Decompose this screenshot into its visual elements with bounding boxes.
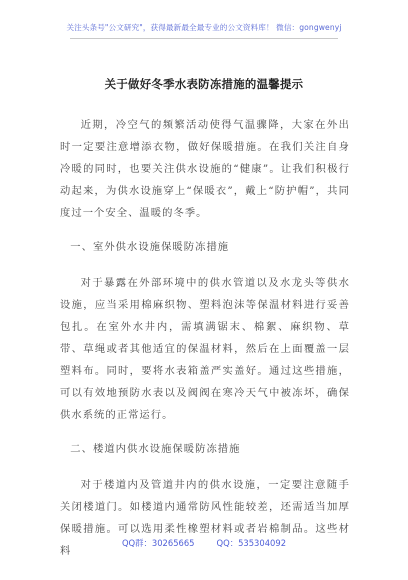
outdoor-paragraph: 对于暴露在外部环境中的供水管道以及水龙头等供水设施，应当采用棉麻织物、塑料泡沫等保温材料进行妥善包扎。在室外水井内，需填满锯末、棉絮、麻织物、草带、草绳或者其他适宜的保温材料，然后在上面覆盖一层塑料布。同时，要将水表箱盖严实盖好。通过这些措施，可以有效地预防水表以及阀阀在寒冷天气中被冻坏，确保供水系统的正常运行。 (60, 277, 350, 421)
qq-group-number: QQ群：30265665 (121, 538, 195, 548)
header-banner: 关注头条号"公文研究"，获得最新最全最专业的公文资料库！ 微信：gongwenyj (66, 23, 342, 32)
indoor-paragraph: 对于楼道内及管道井内的供水设施，一定要注意随手关闭楼道门。如楼道内通常防风性能较差，还需适当加厚保暖措施。可以选用柔性橡塑材料或者岩棉制品。这些材料 (60, 479, 350, 557)
section-heading-indoor: 二、楼道内供水设施保暖防冻措施 (70, 443, 241, 455)
section-heading-outdoor: 一、室外供水设施保暖防冻措施 (70, 241, 230, 253)
footer-contacts (0, 537, 408, 549)
intro-paragraph: 近期，冷空气的频繁活动使得气温骤降，大家在外出时一定要注意增添衣物，做好保暖措施。在我们关注自身冷暖的同时，也要关注供水设施的“健康”。让我们积极行动起来，为供水设施穿上“保暖衣”，戴上“防护帽”，共同度过一个安全、温暖的冬季。 (60, 119, 350, 219)
document-title: 关于做好冬季水表防冻措施的温馨提示 (104, 77, 304, 91)
header-divider (70, 38, 338, 39)
document-body (60, 114, 350, 562)
qq-number: QQ：535304092 (216, 538, 287, 548)
